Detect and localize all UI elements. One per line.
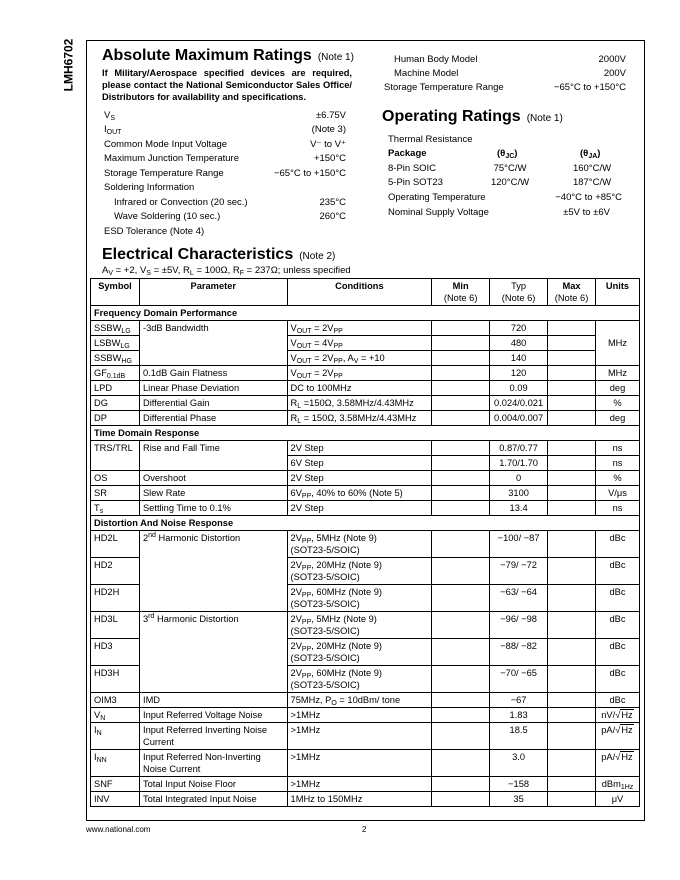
table-row: $I_N$ Input Referred Inverting Noise Current >1MHz 18.5 pA/√Hz (91, 723, 640, 750)
page-number: 2 (362, 825, 367, 834)
abs-row-label: Common Mode Input Voltage (104, 139, 228, 150)
esd-value: 200V (603, 68, 626, 79)
table-row: $SSBW_{LG}$ -3dB Bandwidth $V_{OUT} = 2V_{PP}$ 720 MHz (91, 321, 640, 336)
elec-char-title: Electrical Characteristics (Note 2) (102, 246, 336, 263)
op-ratings-title: Operating Ratings (Note 1) (382, 108, 563, 125)
abs-row-label: ESD Tolerance (Note 4) (104, 226, 205, 237)
abs-row-value: 260°C (319, 211, 346, 222)
col-min: Min (Note 6) (432, 279, 490, 306)
supply-label: Nominal Supply Voltage (388, 207, 489, 218)
table-row: SR Slew Rate $6V_{PP}$, 40% to 60% (Note 5) 3100 V/μs (91, 486, 640, 501)
table-row: INV Total Integrated Input Noise 1MHz to 150MHz 35 μV (91, 792, 640, 807)
section-row: Frequency Domain Performance (91, 306, 640, 321)
table-row: SNF Total Input Noise Floor >1MHz −158 dBm$_{1Hz}$ (91, 777, 640, 792)
theta-jc-header: $(\theta_{JC})$ (497, 148, 518, 160)
op-temp-label: Operating Temperature (388, 192, 486, 203)
elec-conditions-line: $A_V = +2$, $V_S = \pm 5V$, $R_L = 100\Omega$, $R_F = 237\Omega$; unless specified (102, 265, 351, 277)
col-symbol: Symbol (91, 279, 140, 306)
table-row: OIM3 IMD 75MHz, $P_O = 10dBm/$ tone −67 dBc (91, 693, 640, 708)
abs-iout-label: $I_{OUT}$ (104, 124, 122, 136)
op-temp-value: −40°C to +85°C (555, 192, 622, 203)
abs-row-label: Soldering Information (104, 182, 195, 193)
pkg-jc: 75°C/W (493, 163, 527, 174)
col-units: Units (595, 279, 639, 306)
abs-vs-value: ±6.75V (315, 110, 346, 121)
table-row: HD2L 2nd Harmonic Distortion $2V_{PP}$, 5MHz (Note 9) (SOT23-5/SOIC) −100/ −87 dBc (91, 531, 640, 558)
esd-value: 2000V (598, 54, 626, 65)
esd-label: Storage Temperature Range (384, 82, 504, 93)
table-row: $I_{NN}$ Input Referred Non-Inverting Noise Current >1MHz 3.0 pA/√Hz (91, 750, 640, 777)
table-row: DP Differential Phase $R_L = 150\Omega$, 3.58MHz/4.43MHz 0.004/0.007 deg (91, 411, 640, 426)
abs-max-title: Absolute Maximum Ratings (Note 1) (102, 47, 354, 64)
table-row: TRS/TRL Rise and Fall Time 2V Step 0.87/0.77 ns (91, 441, 640, 456)
table-row: 6V Step 1.70/1.70 ns (91, 456, 640, 471)
table-row: $T_s$ Settling Time to 0.1% 2V Step 13.4 ns (91, 501, 640, 516)
abs-row-value: V⁻ to V⁺ (310, 139, 346, 150)
abs-iout-value: (Note 3) (311, 124, 346, 135)
abs-row-label: Maximum Junction Temperature (104, 153, 239, 164)
abs-row-label: Storage Temperature Range (104, 168, 224, 179)
table-row: HD3H $2V_{PP}$, 60MHz (Note 9) (SOT23-5/SOIC) −70/ −65 dBc (91, 666, 640, 693)
abs-row-value: +150°C (313, 153, 346, 164)
col-conditions: Conditions (287, 279, 432, 306)
pkg-jc: 120°C/W (490, 177, 530, 188)
military-warning: If Military/Aerospace specified devices are required, please contact the National Semiconductor Sales Office/ Distributors for availability and specifications. (102, 68, 352, 102)
abs-row-label: Wave Soldering (10 sec.) (114, 211, 221, 222)
table-row: HD3 $2V_{PP}$, 20MHz (Note 9) (SOT23-5/SOIC) −88/ −82 dBc (91, 639, 640, 666)
table-row: HD3L 3rd Harmonic Distortion $2V_{PP}$, 5MHz (Note 9) (SOT23-5/SOIC) −96/ −98 dBc (91, 612, 640, 639)
col-max: Max (Note 6) (548, 279, 596, 306)
table-row: $LSBW_{LG}$ $V_{OUT} = 4V_{PP}$ 480 (91, 336, 640, 351)
elec-char-table (90, 278, 640, 807)
abs-row-value: −65°C to +150°C (273, 168, 346, 179)
pkg-name: 8-Pin SOIC (388, 163, 437, 174)
supply-value: ±5V to ±6V (563, 207, 610, 218)
side-part-label: LMH6702 (61, 38, 76, 92)
abs-row-value: 235°C (319, 197, 346, 208)
table-row: $GF_{0.1dB}$ 0.1dB Gain Flatness $V_{OUT} = 2V_{PP}$ 120 MHz (91, 366, 640, 381)
table-row: $V_N$ Input Referred Voltage Noise >1MHz 1.83 nV/√Hz (91, 708, 640, 723)
section-row: Distortion And Noise Response (91, 516, 640, 531)
theta-ja-header: $(\theta_{JA})$ (580, 148, 601, 160)
table-row: HD2H $2V_{PP}$, 60MHz (Note 9) (SOT23-5/SOIC) −63/ −64 dBc (91, 585, 640, 612)
pkg-ja: 187°C/W (572, 177, 612, 188)
esd-label: Machine Model (394, 68, 459, 79)
col-typ: Typ (Note 6) (490, 279, 548, 306)
esd-label: Human Body Model (394, 54, 478, 65)
table-header-row (91, 279, 640, 306)
package-header: Package (388, 148, 427, 159)
esd-value: −65°C to +150°C (553, 82, 626, 93)
table-row: DG Differential Gain $R_L =150\Omega$, 3.58MHz/4.43MHz 0.024/0.021 % (91, 396, 640, 411)
table-row: OS Overshoot 2V Step 0 % (91, 471, 640, 486)
thermal-label: Thermal Resistance (388, 134, 473, 145)
col-parameter: Parameter (139, 279, 287, 306)
abs-vs-label: $V_S$ (104, 110, 116, 122)
section-row: Time Domain Response (91, 426, 640, 441)
table-row: LPD Linear Phase Deviation DC to 100MHz 0.09 deg (91, 381, 640, 396)
table-row: $SSBW_{HG}$ $V_{OUT} = 2V_{PP}$, $A_V = +10$ 140 (91, 351, 640, 366)
footer-site: www.national.com (86, 825, 151, 834)
pkg-ja: 160°C/W (572, 163, 612, 174)
abs-row-label: Infrared or Convection (20 sec.) (114, 197, 248, 208)
table-row: HD2 $2V_{PP}$, 20MHz (Note 9) (SOT23-5/SOIC) −79/ −72 dBc (91, 558, 640, 585)
pkg-name: 5-Pin SOT23 (388, 177, 443, 188)
